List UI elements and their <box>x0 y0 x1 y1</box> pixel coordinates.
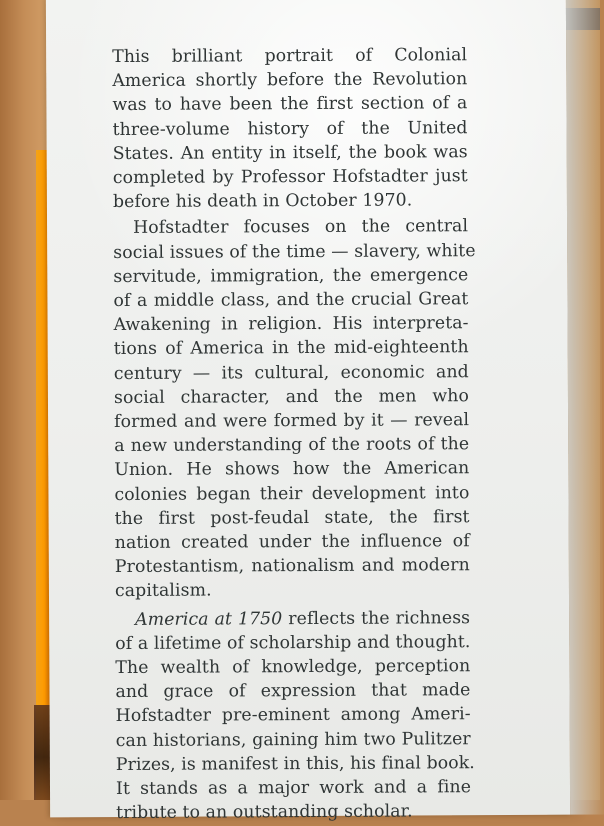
text-line-rest: reflects the richness <box>282 607 471 629</box>
text-line: Hofstadter focuses on the central <box>133 216 469 239</box>
text-line: of a middle class, and the crucial Great <box>113 289 469 312</box>
text-line: a new understanding of the roots of the <box>114 434 470 457</box>
text-line <box>115 606 470 632</box>
text-line: of a lifetime of scholarship and thought. <box>115 632 471 654</box>
text-line: servitude, immigration, the emergence <box>113 264 469 287</box>
paragraph-conclusion <box>115 606 475 826</box>
text-line: nation created under the influence of <box>114 531 470 554</box>
paragraph-intro <box>112 43 468 214</box>
text-line: can historians, gaining him two Pulitzer <box>115 728 471 751</box>
text-line: Prizes, is manifest in this, his final book. <box>115 753 475 775</box>
text-line: social issues of the time — slavery, white <box>113 240 476 263</box>
text-line: was to have been the first section of a <box>112 93 468 116</box>
text-line: social character, and the men who <box>113 386 470 408</box>
text-line: America shortly before the Revolution <box>112 69 468 92</box>
text-line: Hofstadter pre-eminent among Ameri- <box>115 704 471 727</box>
text-line: The wealth of knowledge, perception <box>115 656 471 679</box>
text-line: century — its cultural, economic and <box>113 361 469 384</box>
text-line: tribute to an outstanding scholar. <box>116 801 413 824</box>
text-line: colonies began their development into <box>114 482 470 505</box>
paragraph-analysis <box>113 215 476 604</box>
text-line: and grace of expression that made <box>115 680 471 703</box>
text-line: It stands as a major work and a fine <box>115 777 472 800</box>
text-line: Awakening in religion. His interpreta- <box>113 313 469 336</box>
book-title-italic: America at 1750 <box>135 608 283 630</box>
text-line: Union. He shows how the American <box>114 458 470 481</box>
text-line: formed and were formed by it — reveal <box>114 410 470 433</box>
text-line: States. An entity in itself, the book was <box>112 141 468 164</box>
text-line: This brilliant portrait of Colonial <box>112 45 468 68</box>
text-line: three-volume history of the United <box>112 117 468 140</box>
jacket-description-text <box>112 43 476 825</box>
text-line: Protestantism, nationalism and modern <box>114 555 470 578</box>
text-line: tions of America in the mid-eighteenth <box>113 337 469 360</box>
text-line: capitalism. <box>114 580 212 602</box>
text-line: completed by Professor Hofstadter just <box>112 166 468 189</box>
jacket-flap-paper <box>46 0 570 824</box>
text-line: the first post-feudal state, the first <box>114 507 470 529</box>
text-line: before his death in October 1970. <box>112 190 413 213</box>
